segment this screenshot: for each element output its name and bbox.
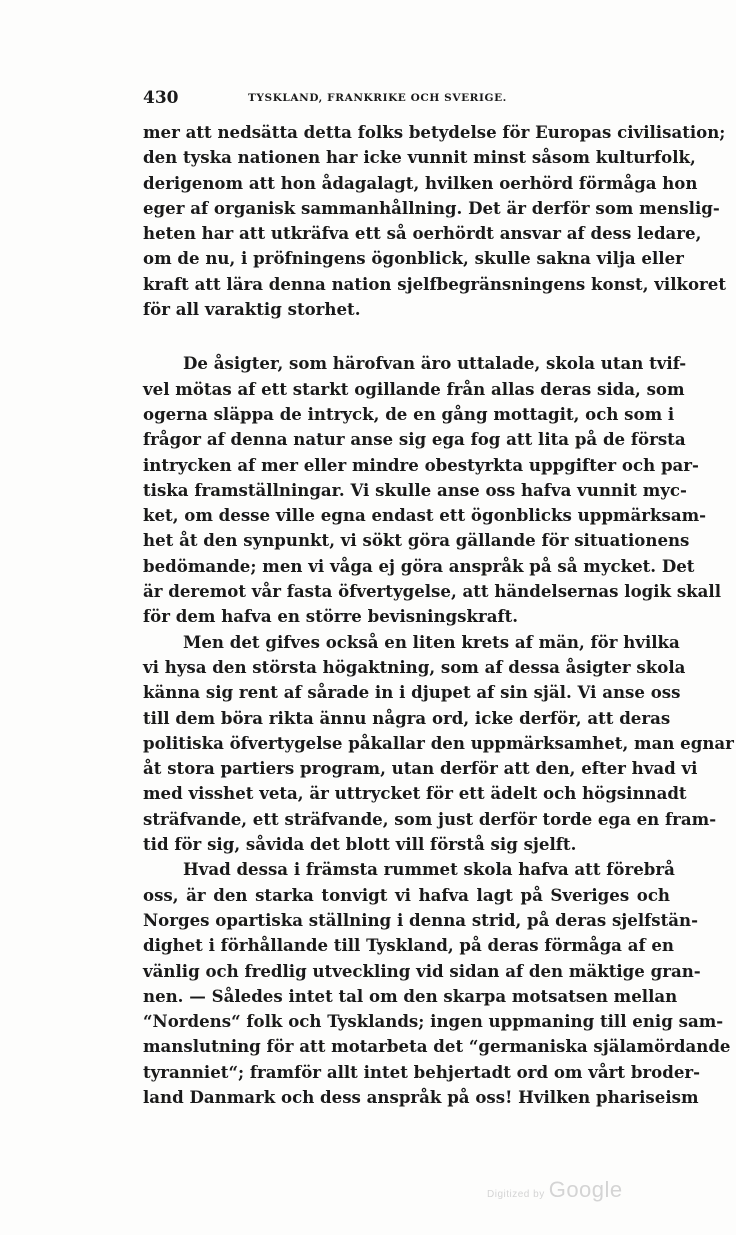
text-line: derigenom att hon ådagalagt, hvilken oerhörd förmåga hon: [143, 172, 698, 193]
text-line: sträfvande, ett sträfvande, som just derför torde ega en fram-: [143, 808, 717, 829]
text-line: bedömande; men vi våga ej göra anspråk på så mycket. Det: [143, 555, 695, 576]
paragraph-gap: [143, 322, 670, 351]
watermark-prefix: Digitized by: [487, 1189, 545, 1200]
text-line: De åsigter, som härofvan äro uttalade, skola utan tvif-: [183, 353, 687, 374]
running-title: TYSKLAND, FRANKRIKE OCH SVERIGE.: [248, 92, 507, 104]
text-line: för all varaktig storhet.: [143, 299, 361, 320]
paragraph: [143, 630, 734, 858]
text-line: åt stora partiers program, utan derför att den, efter hvad vi: [143, 758, 698, 779]
text-line: känna sig rent af sårade in i djupet af sin själ. Vi anse oss: [143, 682, 681, 703]
digitized-watermark: [487, 1177, 623, 1203]
text-line: heten har att utkräfva ett så oerhördt ansvar af dess ledare,: [143, 223, 702, 244]
text-line: med visshet veta, är uttrycket för ett ädelt och högsinnadt: [143, 783, 687, 804]
text-line: dighet i förhållande till Tyskland, på deras förmåga af en: [143, 935, 674, 956]
text-line: manslutning för att motarbeta det “germaniska själamördande: [143, 1036, 731, 1057]
text-line: vi hysa den största högaktning, som af dessa åsigter skola: [143, 656, 686, 677]
text-line: oss, är den starka tonvigt vi hafva lagt på Sveriges och: [143, 884, 670, 905]
text-line: intrycken af mer eller mindre obestyrkta uppgifter och par-: [143, 454, 699, 475]
text-line: tid för sig, såvida det blott vill förstå sig sjelft.: [143, 834, 577, 855]
text-line: het åt den synpunkt, vi sökt göra gällande för situationens: [143, 530, 690, 551]
watermark-brand: Google: [548, 1177, 623, 1202]
text-line: frågor af denna natur anse sig ega fog att lita på de första: [143, 429, 686, 450]
text-line: nen. — Således intet tal om den skarpa motsatsen mellan: [143, 985, 678, 1006]
text-line: den tyska nationen har icke vunnit minst såsom kulturfolk,: [143, 147, 696, 168]
text-line: eger af organisk sammanhållning. Det är derför som menslig-: [143, 197, 720, 218]
text-line: “Nordens“ folk och Tysklands; ingen uppmaning till enig sam-: [143, 1011, 724, 1032]
text-line: till dem böra rikta ännu några ord, icke derför, att deras: [143, 707, 671, 728]
text-line: Norges opartiska ställning i denna strid, på deras sjelfstän-: [143, 909, 699, 930]
text-line: politiska öfvertygelse påkallar den uppmärksamhet, man egnar: [143, 732, 734, 753]
text-line: mer att nedsätta detta folks betydelse för Europas civilisation;: [143, 122, 726, 142]
text-line: kraft att lära denna nation sjelfbegränsningens konst, vilkoret: [143, 273, 727, 294]
text-line: vel mötas af ett starkt ogillande från allas deras sida, som: [143, 378, 685, 399]
text-line: Men det gifves också en liten krets af män, för hvilka: [183, 631, 680, 652]
text-line: ogerna släppa de intryck, de en gång mottagit, och som i: [143, 403, 675, 424]
text-line: om de nu, i pröfningens ögonblick, skulle sakna vilja eller: [143, 248, 684, 269]
text-line: land Danmark och dess anspråk på oss! Hvilken phariseism: [143, 1086, 699, 1107]
page-header: [143, 88, 670, 110]
text-line: för dem hafva en större bevisningskraft.: [143, 606, 519, 627]
paragraph: [143, 120, 727, 322]
page-number: 430: [143, 88, 179, 108]
text-line: tiska framställningar. Vi skulle anse oss hafva vunnit myc-: [143, 479, 687, 500]
body-text: [143, 120, 734, 1110]
text-line: vänlig och fredlig utveckling vid sidan af den mäktige gran-: [143, 960, 701, 981]
text-line: är deremot vår fasta öfvertygelse, att händelsernas logik skall: [143, 581, 722, 602]
text-line: Hvad dessa i främsta rummet skola hafva att förebrå: [183, 859, 675, 880]
paragraph: [143, 351, 722, 629]
text-line: tyranniet“; framför allt intet behjertadt ord om vårt broder-: [143, 1061, 701, 1082]
text-line: ket, om desse ville egna endast ett ögonblicks uppmärksam-: [143, 505, 707, 526]
paragraph: [143, 857, 731, 1110]
